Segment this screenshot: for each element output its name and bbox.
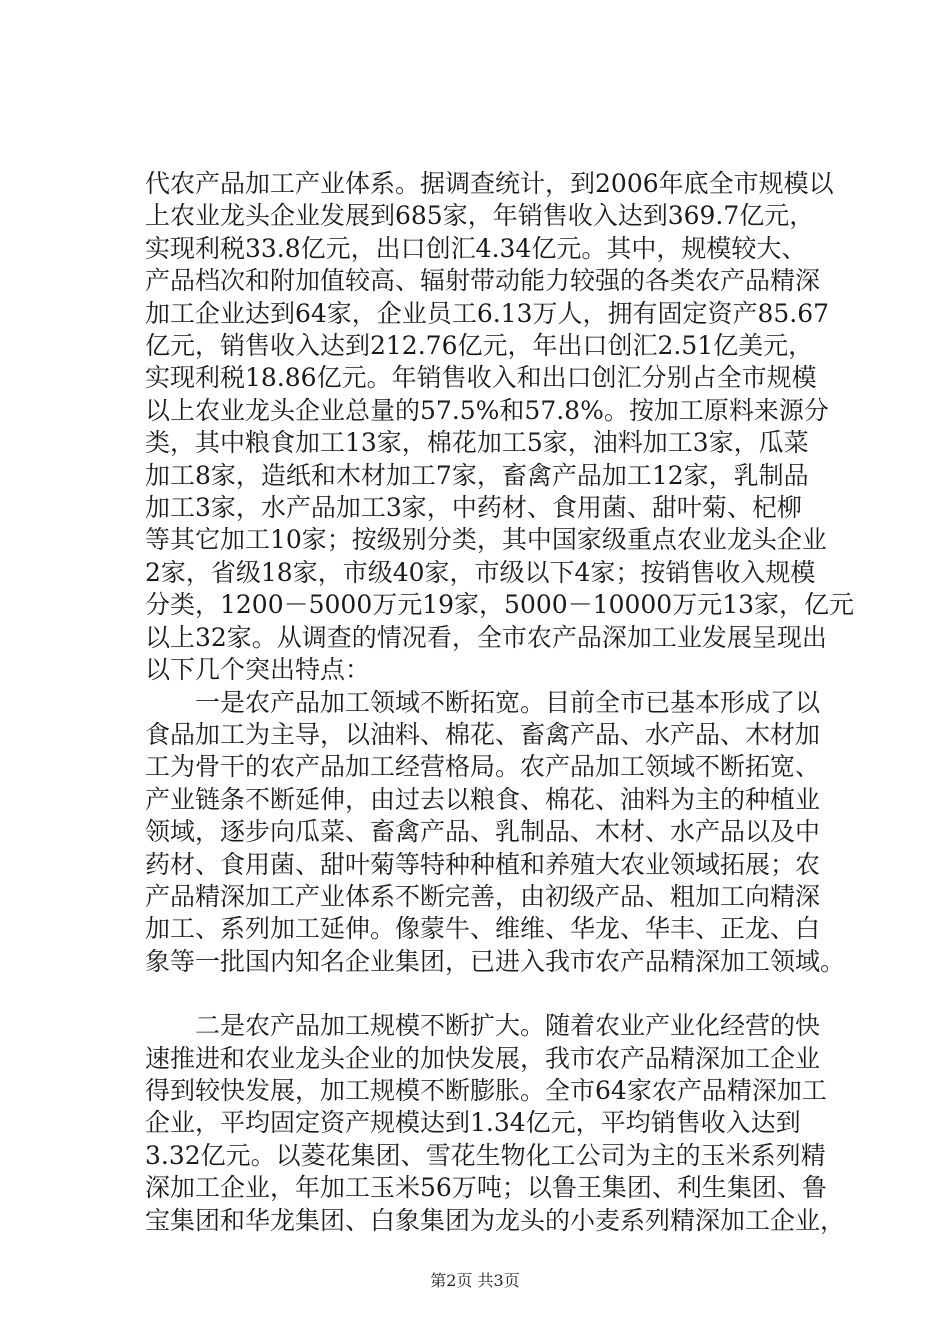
text-line: 产业链条不断延伸，由过去以粮食、棉花、油料为主的种植业 <box>145 784 821 814</box>
text-line: 加工3家，水产品加工3家，中药材、食用菌、甜叶菊、杞柳 <box>145 493 802 523</box>
text-line: 产品精深加工产业体系不断完善，由初级产品、粗加工向精深 <box>145 881 821 911</box>
text-line: 宝集团和华龙集团、白象集团为龙头的小麦系列精深加工企业， <box>145 1205 846 1235</box>
paragraph-point-one <box>145 687 845 979</box>
paragraph-statistics <box>145 168 855 687</box>
text-line: 以下几个突出特点： <box>145 655 371 685</box>
text-line: 加工8家，造纸和木材加工7家，畜禽产品加工12家，乳制品 <box>145 460 809 490</box>
text-line: 实现利税33.8亿元，出口创汇4.34亿元。其中，规模较大、 <box>145 233 807 263</box>
text-line: 二是农产品加工规模不断扩大。随着农业产业化经营的快 <box>145 1011 821 1041</box>
text-line: 加工、系列加工延伸。像蒙牛、维维、华龙、华丰、正龙、白 <box>145 914 821 944</box>
text-line: 工为骨干的农产品加工经营格局。农产品加工领域不断拓宽、 <box>145 752 821 782</box>
paragraph-spacer <box>145 978 845 1010</box>
text-line: 等其它加工10家；按级别分类，其中国家级重点农业龙头企业 <box>145 525 827 555</box>
text-line: 以上32家。从调查的情况看，全市农产品深加工业发展呈现出 <box>145 622 827 652</box>
text-line: 加工企业达到64家，企业员工6.13万人，拥有固定资产85.67 <box>145 298 830 328</box>
text-line: 速推进和农业龙头企业的加快发展，我市农产品精深加工企业 <box>145 1043 821 1073</box>
text-line: 得到较快发展，加工规模不断膨胀。全市64家农产品精深加工 <box>145 1075 827 1105</box>
text-line: 领域，逐步向瓜菜、畜禽产品、乳制品、木材、水产品以及中 <box>145 817 821 847</box>
text-line: 实现利税18.86亿元。年销售收入和出口创汇分别占全市规模 <box>145 363 817 393</box>
text-line: 代农产品加工产业体系。据调查统计，到2006年底全市规模以 <box>145 169 834 198</box>
text-line: 一是农产品加工领域不断拓宽。目前全市已基本形成了以 <box>145 687 821 717</box>
text-line: 食品加工为主导，以油料、棉花、畜禽产品、水产品、木材加 <box>145 719 821 749</box>
text-line: 亿元，销售收入达到212.76亿元，年出口创汇2.51亿美元， <box>145 331 814 361</box>
text-line: 上农业龙头企业发展到685家，年销售收入达到369.7亿元， <box>145 201 815 231</box>
text-line: 产品档次和附加值较高、辐射带动能力较强的各类农产品精深 <box>145 266 821 296</box>
text-line: 象等一批国内知名企业集团，已进入我市农产品精深加工领域。 <box>145 946 846 976</box>
text-line: 企业，平均固定资产规模达到1.34亿元，平均销售收入达到 <box>145 1108 801 1138</box>
text-line: 2家，省级18家，市级40家，市级以下4家；按销售收入规模 <box>145 557 816 587</box>
paragraph-point-two <box>145 1010 845 1237</box>
text-line: 类，其中粮食加工13家，棉花加工5家，油料加工3家，瓜菜 <box>145 428 809 458</box>
text-line: 3.32亿元。以菱花集团、雪花生物化工公司为主的玉米系列精 <box>145 1140 826 1170</box>
text-line: 药材、食用菌、甜叶菊等特种种植和养殖大农业领域拓展；农 <box>145 849 821 879</box>
page-number-footer: 第2页 共3页 <box>430 1271 520 1290</box>
text-line: 深加工企业，年加工玉米56万吨；以鲁王集团、利生集团、鲁 <box>145 1173 827 1203</box>
text-line: 分类，1200－5000万元19家，5000－10000万元13家，亿元 <box>145 590 855 620</box>
document-body <box>145 168 855 1237</box>
text-line: 以上农业龙头企业总量的57.5%和57.8%。按加工原料来源分 <box>145 395 829 425</box>
